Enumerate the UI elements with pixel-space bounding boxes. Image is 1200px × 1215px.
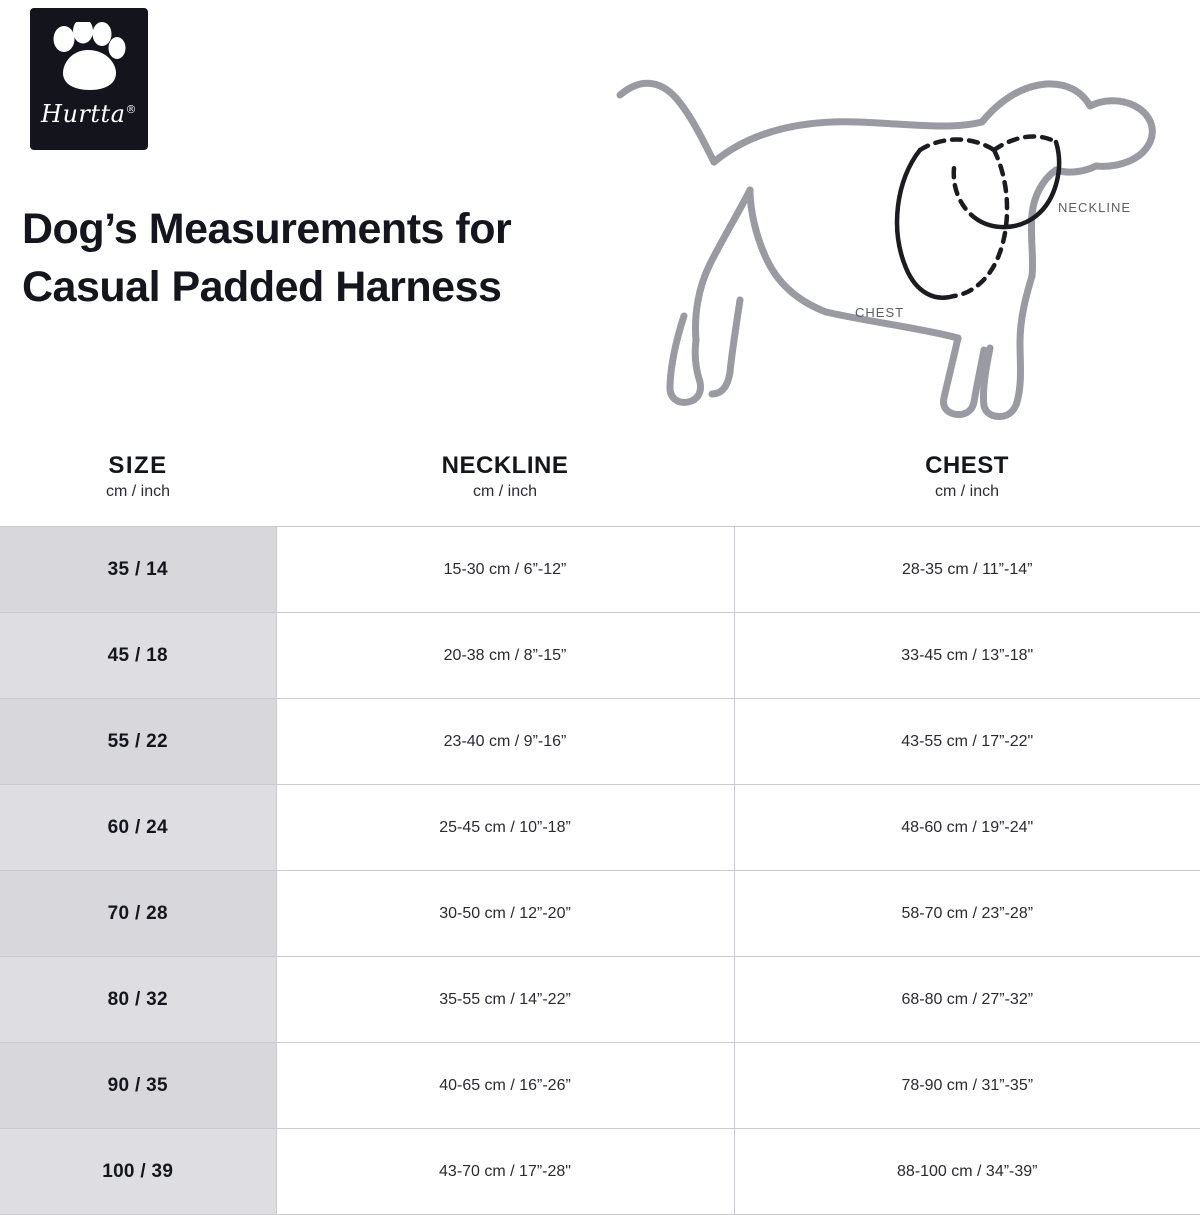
cell-size: 90 / 35 bbox=[0, 1043, 276, 1129]
column-header-chest bbox=[734, 452, 1200, 527]
cell-neckline: 30-50 cm / 12”-20” bbox=[276, 871, 734, 957]
table-body bbox=[0, 527, 1200, 1215]
table-row bbox=[0, 785, 1200, 871]
cell-chest: 33-45 cm / 13”-18" bbox=[734, 613, 1200, 699]
dog-side-view-diagram bbox=[590, 50, 1190, 440]
column-header-size-title: SIZE bbox=[108, 452, 168, 479]
table-header bbox=[0, 452, 1200, 527]
cell-neckline: 25-45 cm / 10”-18” bbox=[276, 785, 734, 871]
page-title-line-2: Casual Padded Harness bbox=[22, 263, 502, 312]
table-row bbox=[0, 527, 1200, 613]
cell-neckline: 43-70 cm / 17”-28" bbox=[276, 1129, 734, 1215]
cell-chest: 88-100 cm / 34”-39” bbox=[734, 1129, 1200, 1215]
cell-size: 100 / 39 bbox=[0, 1129, 276, 1215]
cell-neckline: 40-65 cm / 16”-26” bbox=[276, 1043, 734, 1129]
column-header-neckline-units: cm / inch bbox=[472, 483, 537, 501]
brand-name: Hurtta bbox=[41, 100, 126, 128]
cell-neckline: 15-30 cm / 6”-12” bbox=[276, 527, 734, 613]
cell-chest: 48-60 cm / 19”-24" bbox=[734, 785, 1200, 871]
cell-size: 60 / 24 bbox=[0, 785, 276, 871]
paw-print-icon bbox=[50, 22, 128, 92]
table-row bbox=[0, 1043, 1200, 1129]
cell-chest: 43-55 cm / 17”-22" bbox=[734, 699, 1200, 785]
size-chart-table bbox=[0, 452, 1200, 1215]
column-header-size-units: cm / inch bbox=[105, 483, 170, 501]
table-row bbox=[0, 613, 1200, 699]
column-header-size bbox=[0, 452, 276, 527]
brand-logo bbox=[30, 8, 148, 150]
table-row bbox=[0, 957, 1200, 1043]
illustration-label-neckline: NECKLINE bbox=[1058, 200, 1132, 215]
column-header-neckline bbox=[276, 452, 734, 527]
illustration-label-chest: CHEST bbox=[855, 305, 905, 320]
column-header-neckline-title: NECKLINE bbox=[441, 452, 569, 479]
table-row bbox=[0, 699, 1200, 785]
column-header-chest-units: cm / inch bbox=[934, 483, 999, 501]
cell-size: 70 / 28 bbox=[0, 871, 276, 957]
cell-size: 45 / 18 bbox=[0, 613, 276, 699]
column-header-chest-title: CHEST bbox=[925, 452, 1009, 479]
cell-chest: 78-90 cm / 31”-35” bbox=[734, 1043, 1200, 1129]
page-title-line-1: Dog’s Measurements for bbox=[22, 205, 512, 253]
cell-neckline: 35-55 cm / 14”-22” bbox=[276, 957, 734, 1043]
table-row bbox=[0, 1129, 1200, 1215]
table-row bbox=[0, 871, 1200, 957]
brand-wordmark bbox=[30, 100, 148, 128]
cell-chest: 68-80 cm / 27”-32” bbox=[734, 957, 1200, 1043]
cell-neckline: 23-40 cm / 9”-16” bbox=[276, 699, 734, 785]
cell-size: 35 / 14 bbox=[0, 527, 276, 613]
page-title bbox=[22, 200, 682, 317]
trademark-mark: ® bbox=[125, 103, 137, 116]
cell-chest: 28-35 cm / 11”-14” bbox=[734, 527, 1200, 613]
cell-size: 80 / 32 bbox=[0, 957, 276, 1043]
cell-size: 55 / 22 bbox=[0, 699, 276, 785]
cell-chest: 58-70 cm / 23”-28” bbox=[734, 871, 1200, 957]
cell-neckline: 20-38 cm / 8”-15” bbox=[276, 613, 734, 699]
